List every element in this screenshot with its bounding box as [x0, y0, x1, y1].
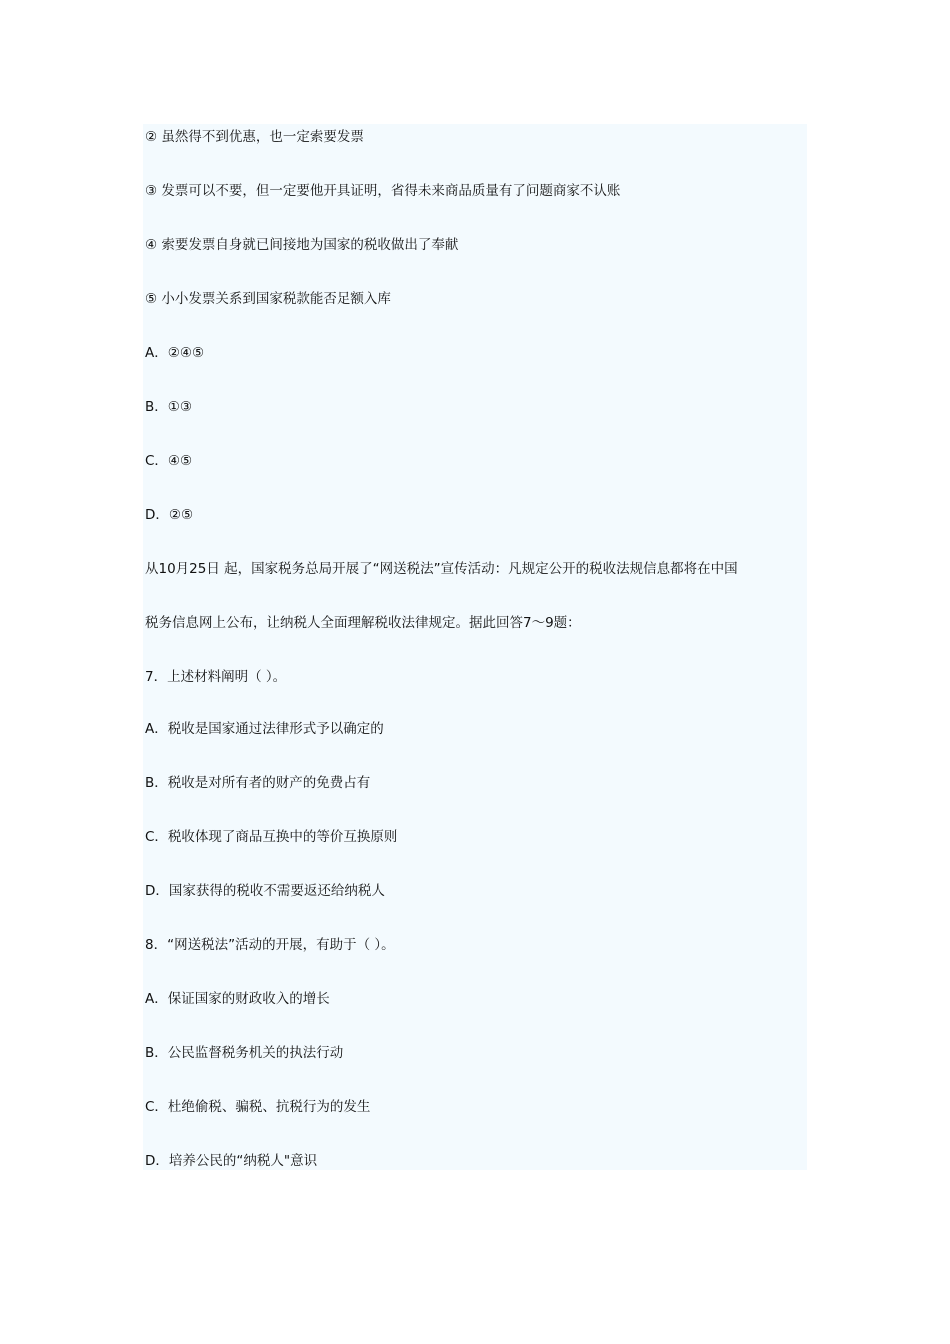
- q7-choice-b: B．税收是对所有者的财产的免费占有: [145, 775, 371, 791]
- option-statement-4: ④ 索要发票自身就已间接地为国家的税收做出了奉献: [145, 237, 459, 253]
- q7-choice-d: D．国家获得的税收不需要返还给纳税人: [145, 883, 385, 899]
- answer-choice-b: B．①③: [145, 399, 192, 415]
- q8-choice-b: B．公民监督税务机关的执法行动: [145, 1045, 344, 1061]
- answer-choice-c: C．④⑤: [145, 453, 193, 469]
- q8-choice-d: D．培养公民的“纳税人"意识: [145, 1153, 318, 1169]
- question-7: 7．上述材料阐明（ ）。: [145, 669, 287, 685]
- passage-line-1: 从10月25日 起，国家税务总局开展了“网送税法”宣传活动：凡规定公开的税收法规信息都将在中国: [145, 561, 738, 577]
- q7-choice-c: C．税收体现了商品互换中的等价互换原则: [145, 829, 398, 845]
- option-statement-2: ② 虽然得不到优惠，也一定索要发票: [145, 129, 364, 145]
- document-page: [143, 124, 807, 1170]
- option-statement-3: ③ 发票可以不要，但一定要他开具证明，省得未来商品质量有了问题商家不认账: [145, 183, 621, 199]
- passage-line-2: 税务信息网上公布，让纳税人全面理解税收法律规定。据此回答7～9题：: [145, 615, 581, 631]
- answer-choice-a: A．②④⑤: [145, 345, 205, 361]
- q8-choice-c: C．杜绝偷税、骗税、抗税行为的发生: [145, 1099, 371, 1115]
- answer-choice-d: D．②⑤: [145, 507, 194, 523]
- q8-choice-a: A．保证国家的财政收入的增长: [145, 991, 330, 1007]
- question-8: 8．“网送税法”活动的开展，有助于（ ）。: [145, 937, 395, 953]
- option-statement-5: ⑤ 小小发票关系到国家税款能否足额入库: [145, 291, 391, 307]
- q7-choice-a: A．税收是国家通过法律形式予以确定的: [145, 721, 384, 737]
